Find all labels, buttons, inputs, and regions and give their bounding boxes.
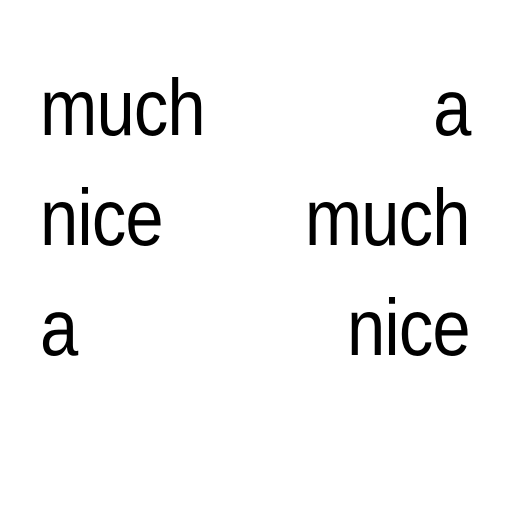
word-row2-left: nice bbox=[40, 173, 163, 262]
word-row1-right: a bbox=[432, 63, 470, 152]
word-row3-left: a bbox=[40, 283, 78, 372]
word-grid bbox=[40, 63, 470, 373]
word-row1-left: much bbox=[40, 63, 205, 152]
word-row2-right: much bbox=[305, 173, 470, 262]
word-row3-right: nice bbox=[347, 283, 470, 372]
